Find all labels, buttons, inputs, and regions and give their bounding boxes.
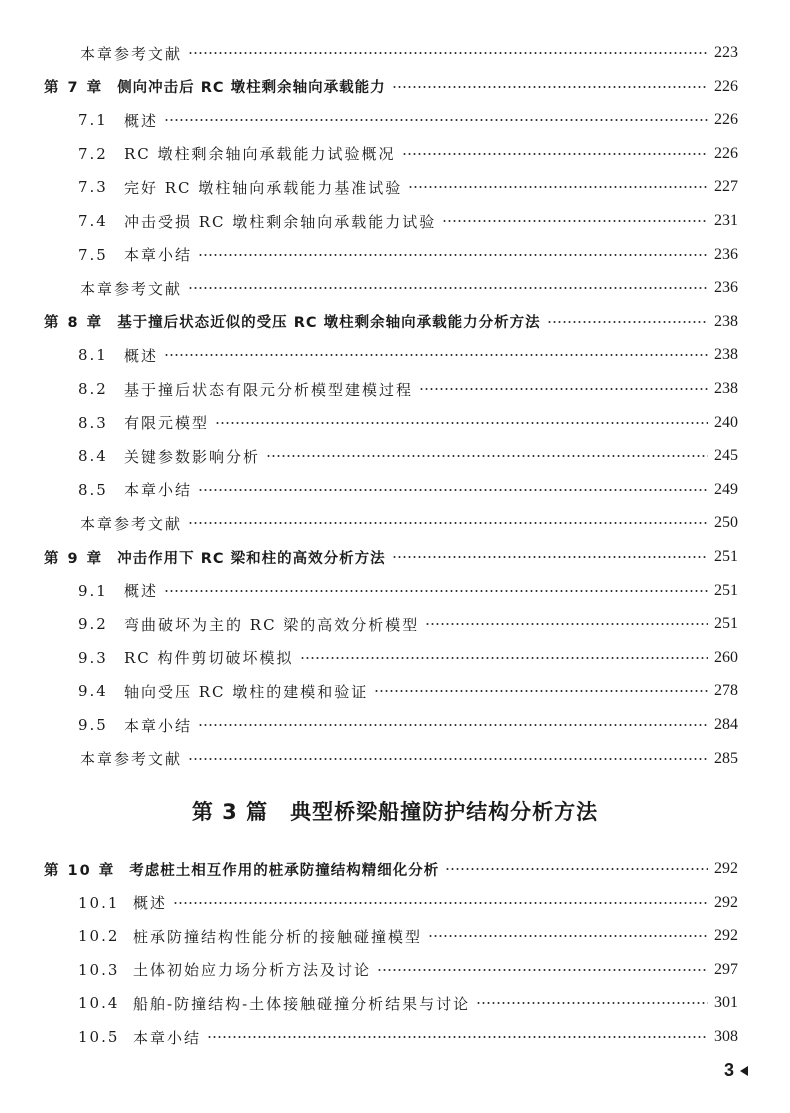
toc-page-number: 251 [714,548,738,565]
dot-leader [445,868,708,870]
dot-leader [164,354,708,356]
toc-title: 概述 [124,111,159,130]
toc-page-number: 250 [714,514,738,532]
part-title: 典型桥梁船撞防护结构分析方法 [290,800,599,824]
toc-page-number: 278 [714,682,738,700]
dot-leader [188,52,708,54]
dot-leader [442,220,708,222]
part-label: 第 3 篇 [191,800,269,824]
toc-section-row[interactable] [0,374,790,404]
dot-leader [266,455,708,457]
toc-section-row[interactable] [0,172,790,202]
toc-number: 10.3 [78,960,120,979]
toc-title: 本章小结 [124,246,193,265]
toc-number: 7.4 [78,212,108,230]
toc-page-number: 292 [714,860,738,877]
toc-number: 9.1 [78,581,108,600]
dot-leader [198,254,708,256]
dot-leader [419,388,708,390]
toc-number: 8.1 [78,346,108,365]
toc-number: 9.4 [78,682,108,701]
toc-title: 有限元模型 [124,414,210,433]
toc-number: 第 9 章 [44,550,104,567]
toc-title: 本章小结 [133,1028,202,1047]
toc-title: 概述 [124,346,159,365]
dot-leader [215,422,708,424]
toc-number: 7.2 [78,144,108,163]
dot-leader [164,590,708,592]
toc-title: 基于撞后状态近似的受压 RC 墩柱剩余轴向承载能力分析方法 [117,315,541,332]
toc-section-row[interactable] [0,921,790,951]
page-footer [724,1060,748,1081]
dot-leader [188,522,708,524]
toc-title: 土体初始应力场分析方法及讨论 [133,961,372,980]
part-heading [0,796,790,826]
toc-section-row[interactable] [0,105,790,135]
dot-leader [173,902,708,904]
toc-title: 侧向冲击后 RC 墩柱剩余轴向承载能力 [117,80,386,97]
toc-chapter-row[interactable] [0,307,790,337]
toc-references-row[interactable] [0,273,790,303]
toc-title: 本章参考文献 [80,279,183,298]
toc-page-number: 284 [714,716,738,733]
toc-title: 完好 RC 墩柱轴向承载能力基准试验 [124,178,403,197]
toc-page-number: 236 [714,245,738,263]
toc-references-row[interactable] [0,38,790,68]
toc-number: 10.5 [78,1028,120,1046]
toc-references-row[interactable] [0,744,790,774]
toc-page-number: 292 [714,927,738,945]
dot-leader [402,153,708,155]
toc-page-number: 260 [714,648,738,666]
toc-title: RC 构件剪切破坏模拟 [124,649,294,668]
toc-number: 8.5 [78,480,108,499]
toc-number: 10.4 [78,994,120,1013]
toc-section-row[interactable] [0,240,790,270]
toc-page-number: 226 [714,111,738,129]
toc-title: 概述 [124,582,159,601]
toc-page-number: 236 [714,279,738,297]
toc-title: RC 墩柱剩余轴向承载能力试验概况 [124,145,396,164]
toc-section-row[interactable] [0,576,790,606]
dot-leader [164,119,708,121]
toc-page-number: 238 [714,346,738,364]
toc-chapter-row[interactable] [0,854,790,884]
toc-title: 冲击受损 RC 墩柱剩余轴向承载能力试验 [124,212,437,231]
toc-title: 冲击作用下 RC 梁和柱的高效分析方法 [117,550,386,567]
toc-number: 8.4 [78,447,108,466]
toc-title: 考虑桩土相互作用的桩承防撞结构精细化分析 [129,862,440,879]
toc-section-row[interactable] [0,988,790,1018]
toc-number: 第 10 章 [44,862,116,879]
toc-section-row[interactable] [0,888,790,918]
toc-title: 本章参考文献 [80,514,183,533]
toc-page-number: 240 [714,413,738,431]
toc-chapter-row[interactable] [0,542,790,572]
dot-leader [374,690,708,692]
toc-section-row[interactable] [0,475,790,505]
toc-section-row[interactable] [0,676,790,706]
toc-page-number: 238 [714,380,738,397]
toc-title: 本章小结 [124,716,193,735]
toc-number: 7.5 [78,245,108,264]
toc-page-number: 238 [714,312,738,330]
dot-leader [188,287,708,289]
toc-section-row[interactable] [0,955,790,985]
page-number: 3 [723,1060,734,1080]
toc-section-row[interactable] [0,643,790,673]
toc-page-number: 223 [714,44,738,61]
toc-section-row[interactable] [0,1022,790,1052]
toc-number: 第 8 章 [44,315,104,332]
toc-number: 7.3 [78,178,108,197]
toc-title: 轴向受压 RC 墩柱的建模和验证 [124,682,369,701]
toc-page-number: 249 [714,480,738,498]
toc-number: 第 7 章 [44,80,104,97]
toc-title: 概述 [133,894,168,913]
toc-section-row[interactable] [0,710,790,740]
toc-page-number: 231 [714,212,738,229]
toc-page-number: 308 [714,1028,738,1045]
dot-leader [476,1002,708,1004]
dot-leader [392,86,708,88]
dot-leader [392,556,708,558]
toc-section-row[interactable] [0,206,790,236]
dot-leader [547,321,708,323]
toc-number: 10.1 [78,893,120,912]
toc-page-number: 227 [714,178,738,196]
dot-leader [425,623,708,625]
toc-title: 关键参数影响分析 [124,447,261,466]
toc-page-number: 297 [714,960,738,978]
toc-title: 本章小结 [124,481,193,500]
toc-title: 船舶-防撞结构-土体接触碰撞分析结果与讨论 [133,994,471,1013]
toc-title: 本章参考文献 [80,750,183,769]
toc-page-number: 251 [714,581,738,599]
toc-page-number: 226 [714,144,738,162]
toc-number: 8.2 [78,380,108,398]
toc-number: 7.1 [78,111,108,130]
dot-leader [207,1036,708,1038]
toc-section-row[interactable] [0,139,790,169]
toc-number: 8.3 [78,413,108,432]
dot-leader [300,657,708,659]
toc-page-number: 226 [714,77,738,95]
toc-title: 本章参考文献 [80,44,183,63]
toc-section-row[interactable] [0,441,790,471]
toc-page-number: 292 [714,893,738,911]
dot-leader [428,935,708,937]
dot-leader [377,969,708,971]
toc-title: 基于撞后状态有限元分析模型建模过程 [124,380,414,399]
dot-leader [188,758,708,760]
toc-number: 10.2 [78,927,120,946]
toc-number: 9.3 [78,648,108,667]
toc-page-number: 245 [714,447,738,465]
toc-title: 桩承防撞结构性能分析的接触碰撞模型 [133,927,423,946]
toc-page-number: 251 [714,615,738,633]
dot-leader [198,489,708,491]
toc-number: 9.2 [78,615,108,634]
left-triangle-icon [740,1066,748,1076]
toc-references-row[interactable] [0,508,790,538]
toc-page-number: 285 [714,749,738,767]
toc-page-number: 301 [714,994,738,1012]
toc-number: 9.5 [78,716,108,734]
toc-section-row[interactable] [0,408,790,438]
toc-section-row[interactable] [0,609,790,639]
dot-leader [198,724,708,726]
toc-section-row[interactable] [0,340,790,370]
toc-chapter-row[interactable] [0,72,790,102]
dot-leader [408,186,708,188]
toc-title: 弯曲破坏为主的 RC 梁的高效分析模型 [124,615,420,634]
